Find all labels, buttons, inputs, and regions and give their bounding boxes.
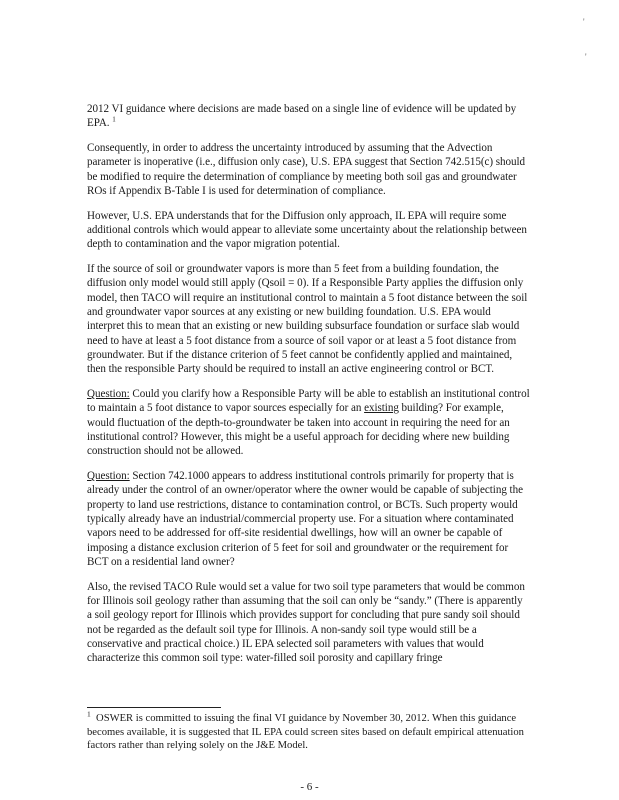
footnote-divider	[87, 707, 221, 708]
margin-mark: '	[585, 52, 587, 62]
question-1	[87, 387, 530, 458]
paragraph-2: Consequently, in order to address the uncertainty introduced by assuming that the Advection parameter is inoperative (i.e., diffusion only case), U.S. EPA suggest that Section 742.515(c) should be modified to require the determination of compliance by meeting both soil gas and groundwater ROs if Appendix B-Table I is used for determination of compliance.	[87, 142, 526, 197]
footnote-number: 1	[87, 709, 91, 719]
question-label: Question:	[87, 470, 130, 483]
footnote-text: OSWER is committed to issuing the final VI guidance by November 30, 2012. When this guidance becomes available, it is suggested that IL EPA could screen sites based on default empirical attenuation factors rather than relying solely on the J&E Model.	[87, 713, 524, 752]
paragraph-3: However, U.S. EPA understands that for the Diffusion only approach, IL EPA will require some additional controls which would appear to alleviate some uncertainty about the relationship between depth to contamination and the vapor migration potential.	[87, 209, 527, 251]
emphasis-existing: existing	[364, 402, 399, 415]
page-number: - 6 -	[300, 781, 319, 793]
question-label: Question:	[87, 388, 130, 401]
question-text: Could you clarify how a Responsible Party will be able to establish an institutional control to maintain a 5 foot distance to vapor sources especially for an	[87, 388, 530, 415]
footnote-reference: 1	[112, 115, 116, 124]
paragraph-text: 2012 VI guidance where decisions are made based on a single line of evidence will be updated by EPA.	[87, 103, 517, 130]
paragraph-1	[87, 102, 530, 131]
question-text: building? For example, would fluctuation of the depth-to-groundwater be taken into account in requiring the need for an institutional control? However, this might be a useful approach for deciding where new building construction should not be allowed.	[87, 402, 510, 458]
paragraph-7: Also, the revised TACO Rule would set a value for two soil type parameters that would be common for Illinois soil geology rather than assuming that the soil can only be “sandy.” (There is apparently a soil geology report for Illinois which provides support for concluding that pure sandy soil should not be regarded as the default soil type for Illinois. A non-sandy soil type would still be a conservative and practical choice.) IL EPA selected soil parameters with values that would characterize this common soil type: water-filled soil porosity and capillary fringe	[87, 580, 525, 665]
question-text: Section 742.1000 appears to address institutional controls primarily for property that is already under the control of an owner/operator where the owner would be capable of subjecting the property to land use restrictions, distance to contamination control, or BCTs. Such property would typically already have an industrial/commercial property use. For a situation where contaminated vapors need to be addressed for off-site residential dwellings, how will an owner be capable of imposing a distance exclusion criterion of 5 feet for soil and groundwater or the requirement for BCT on a residential land owner?	[87, 470, 523, 568]
footnote	[87, 709, 530, 753]
paragraph-4: If the source of soil or groundwater vapors is more than 5 feet from a building foundation, the diffusion only model would still apply (Qsoil = 0). If a Responsible Party applies the diffusion only model, then TACO will require an institutional control to maintain a 5 foot distance between the soil and groundwater vapor sources at any existing or new building foundation. U.S. EPA would interpret this to mean that an existing or new building subsurface foundation or surface slab would need to have at least a 5 foot distance from a source of soil vapor or at least a 5 foot distance from groundwater. But if the distance criterion of 5 feet cannot be confidently applied and maintained, then the responsible Party should be required to install an active engineering control or BCT.	[87, 263, 528, 376]
question-2	[87, 469, 530, 569]
margin-mark: '	[583, 17, 585, 27]
body-text	[87, 102, 530, 676]
